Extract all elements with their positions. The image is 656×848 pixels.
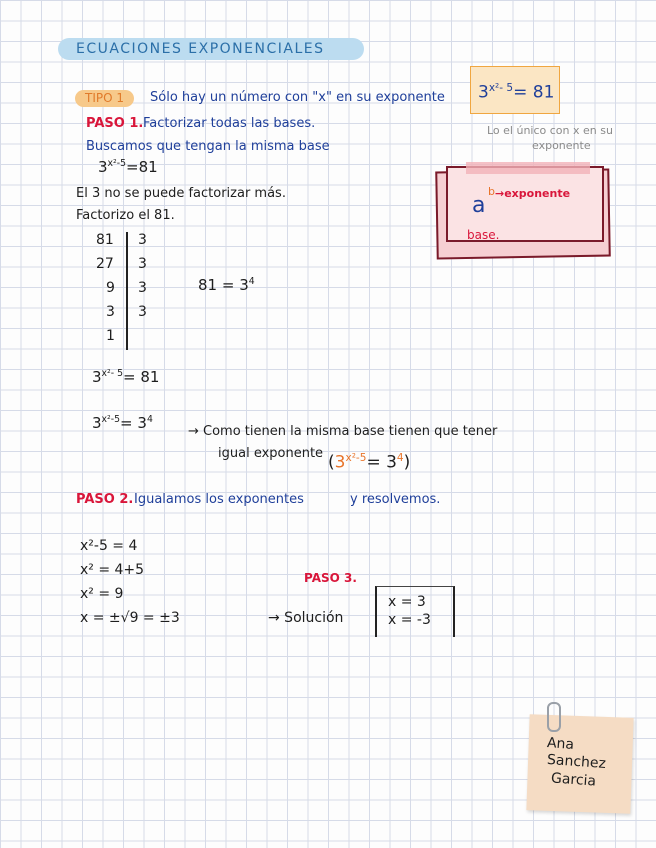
tipo-description: Sólo hay un número con "x" en su exponente bbox=[150, 90, 445, 105]
paso2-line-4: x = ±√9 = ±3 bbox=[80, 610, 180, 626]
page-title: ECUACIONES EXPONENCIALES bbox=[58, 38, 364, 60]
factor-right-3: 3 bbox=[138, 280, 147, 296]
factor-result-lhs: 81 = 3 bbox=[198, 276, 249, 294]
eq3-base: 3 bbox=[92, 414, 102, 432]
same-exponent-text: igual exponente bbox=[218, 446, 324, 461]
factor-left-5: 1 bbox=[106, 328, 115, 344]
factor-left-3: 9 bbox=[106, 280, 115, 296]
example-equation bbox=[478, 82, 554, 103]
paren-rhs-exp: 4 bbox=[396, 452, 404, 464]
factor-left-2: 27 bbox=[96, 256, 114, 272]
paso1-equation bbox=[98, 158, 158, 176]
eq3 bbox=[92, 414, 153, 432]
paso3-label: PASO 3. bbox=[304, 571, 357, 585]
eq2-base: 3 bbox=[92, 368, 102, 386]
paso1-note-1: El 3 no se puede factorizar más. bbox=[76, 186, 286, 201]
sticky-line-2: Sanchez bbox=[546, 751, 607, 773]
paperclip-icon bbox=[547, 702, 561, 732]
example-note-2: exponente bbox=[532, 139, 591, 152]
paso1-text: Factorizar todas las bases. bbox=[143, 116, 316, 131]
example-note-1: Lo el único con x en su bbox=[487, 124, 613, 137]
factor-result bbox=[198, 276, 255, 294]
sticky-line-3: Garcia bbox=[550, 770, 597, 790]
paren-exp: x²-5 bbox=[345, 452, 367, 464]
eq-exp: x²-5 bbox=[107, 158, 127, 169]
paren-base: 3 bbox=[334, 452, 346, 473]
paso1-label: PASO 1. bbox=[86, 116, 144, 131]
paso2-line-3: x² = 9 bbox=[80, 586, 124, 602]
example-base: 3 bbox=[478, 82, 489, 103]
eq2 bbox=[92, 368, 159, 386]
paren-close: ) bbox=[403, 452, 411, 473]
eq3-exp: x²-5 bbox=[101, 414, 121, 425]
same-base-text: → Como tienen la misma base tienen que tener bbox=[188, 424, 498, 439]
eq2-rhs: = 81 bbox=[123, 368, 160, 386]
eq-rhs: =81 bbox=[126, 158, 158, 176]
paso2-line-2: x² = 4+5 bbox=[80, 562, 145, 578]
paso1-search-text: Buscamos que tengan la misma base bbox=[86, 139, 330, 154]
factor-left-1: 81 bbox=[96, 232, 114, 248]
factor-result-exp: 4 bbox=[248, 276, 255, 287]
example-rhs: = 81 bbox=[513, 82, 555, 103]
eq3-mid: = 3 bbox=[120, 414, 147, 432]
factor-right-1: 3 bbox=[138, 232, 147, 248]
card-exponent-label: →exponente bbox=[495, 187, 571, 200]
paso1-note-2: Factorizo el 81. bbox=[76, 208, 175, 223]
factor-divider bbox=[126, 232, 128, 350]
eq3-rhs-exp: 4 bbox=[146, 414, 153, 425]
factor-right-4: 3 bbox=[138, 304, 147, 320]
card-base-label: base. bbox=[467, 228, 500, 242]
example-exp: x²- 5 bbox=[488, 82, 514, 94]
solution-1: x = 3 bbox=[388, 594, 426, 610]
card-exponent: b bbox=[488, 185, 495, 198]
card-tape bbox=[466, 162, 590, 174]
eq-base: 3 bbox=[98, 158, 108, 176]
paren-open: ( bbox=[328, 452, 335, 473]
card-letter: a bbox=[472, 193, 486, 218]
paso2-text-2: y resolvemos. bbox=[350, 492, 441, 507]
sticky-line-1: Ana bbox=[546, 735, 575, 753]
paren-mid: = 3 bbox=[366, 452, 397, 473]
paso2-text: Igualamos los exponentes bbox=[134, 492, 304, 507]
solution-2: x = -3 bbox=[388, 612, 431, 628]
paso2-label: PASO 2. bbox=[76, 492, 134, 507]
eq2-exp: x²- 5 bbox=[101, 368, 124, 379]
tipo-tag: TIPO 1 bbox=[75, 90, 134, 107]
factor-left-4: 3 bbox=[106, 304, 115, 320]
paso2-line-1: x²-5 = 4 bbox=[80, 538, 138, 554]
solution-arrow-text: → Solución bbox=[268, 610, 344, 626]
factor-right-2: 3 bbox=[138, 256, 147, 272]
same-exponent-eq bbox=[328, 452, 410, 473]
